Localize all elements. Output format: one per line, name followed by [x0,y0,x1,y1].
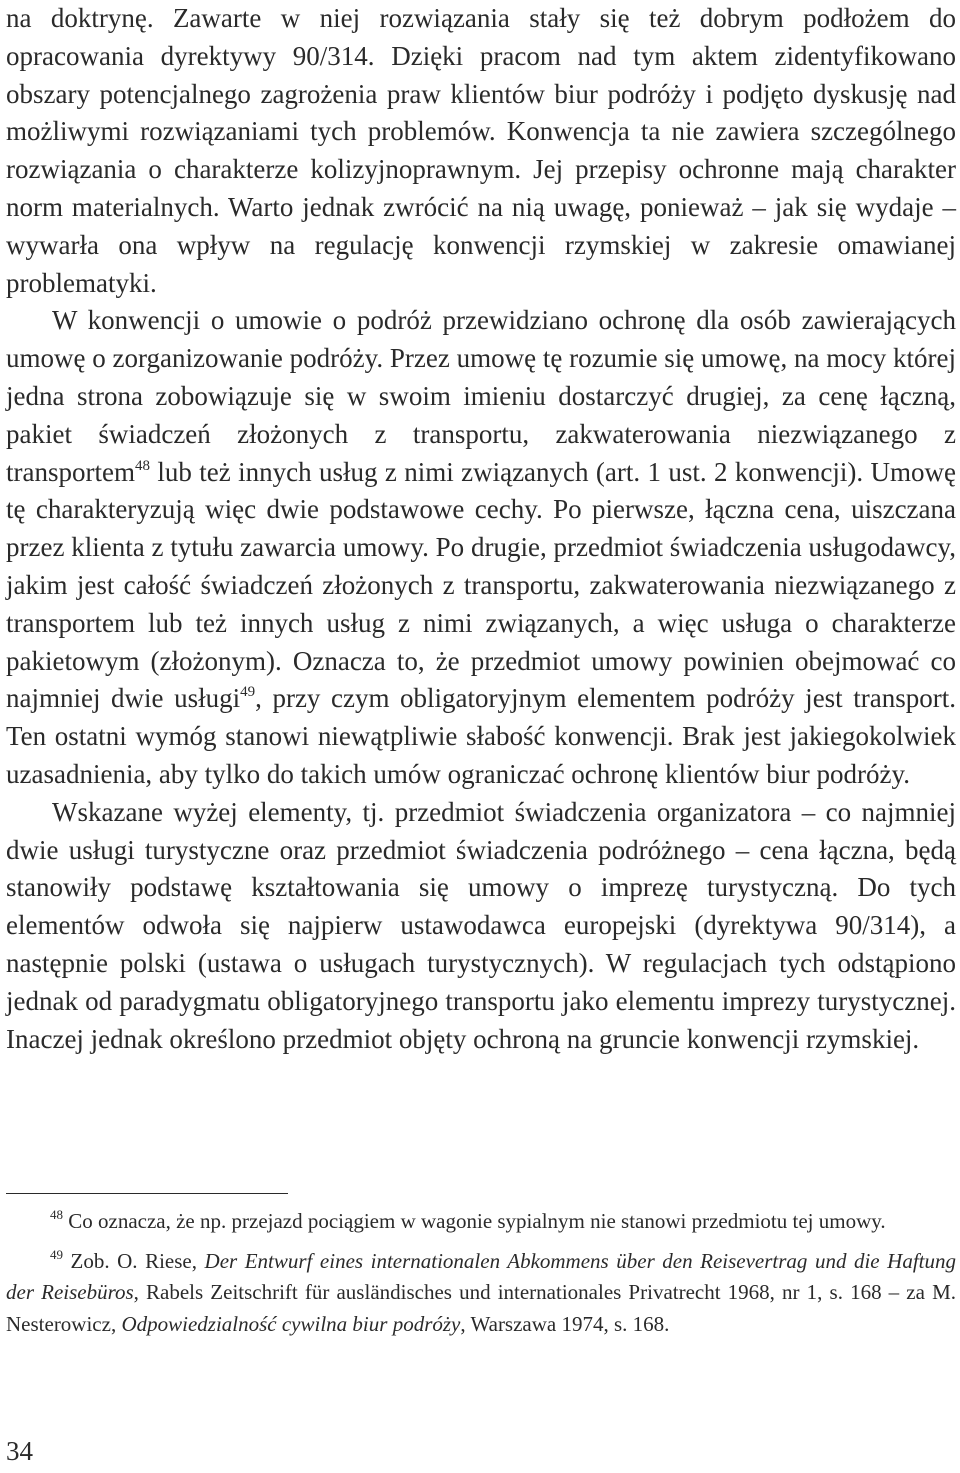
footnote-48-text: Co oznacza, że np. przejazd pociągiem w wagonie sypialnym nie stanowi przedmiotu tej umowy. [63,1209,886,1233]
footnotes [6,1206,956,1340]
footnote-48 [6,1206,956,1238]
page-number: 34 [6,1436,33,1466]
footnote-49-pre: Zob. O. Riese, [63,1248,205,1273]
footnote-49 [6,1246,956,1341]
footnote-49-post: , Warszawa 1974, s. 168. [460,1311,670,1336]
paragraph-2-text-a: W konwencji o umowie o podróż przewidziano ochronę dla osób zawierających umowę o zorganizowanie podróży. Przez umowę tę rozumie się umowę, na mocy której jedna strona zobowiązuje się w swoim imieniu dostarczyć drugiej, za cenę łączną, pakiet świadczeń złożonych z transportu, zakwaterowania niezwiązanego z transportem [6,305,956,487]
footnote-separator [6,1193,288,1194]
footnote-49-title-1: Der Entwurf eines internationalen Abkommens über den Reisevertrag und die Haftung der Reisebüros [6,1248,956,1304]
paragraph-2 [6,302,956,793]
footnote-48-number: 48 [50,1207,63,1222]
paragraph-3 [6,794,956,1059]
footnote-49-title-2: Odpowiedzialność cywilna biur podróży [121,1311,461,1336]
footnote-ref-48[interactable]: 48 [134,457,150,474]
footnote-49-number: 49 [50,1246,63,1262]
footnote-ref-49[interactable]: 49 [240,684,256,701]
footnote-49-mid: , Rabels Zeitschrift für ausländisches und internationales Privatrecht 1968, nr 1, s. 168 – za M. Nesterowicz, [6,1280,956,1336]
paragraph-1 [6,0,956,302]
paragraph-1-text: na doktrynę. Zawarte w niej rozwiązania stały się też dobrym podłożem do opracowania dyrektywy 90/314. Dzięki pracom nad tym aktem zidentyfikowano obszary potencjalnego zagrożenia praw klientów biur podróży i podjęto dyskusję nad możliwymi rozwiązaniami tych problemów. Konwencja ta nie zawiera szczególnego rozwiązania o charakterze kolizyjnoprawnym. Jej przepisy ochronne mają charakter norm materialnych. Warto jednak zwrócić na nią uwagę, ponieważ – jak się wydaje – wywarła ona wpływ na regulację konwencji rzymskiej w zakresie omawianej problematyki. [6,3,956,298]
paragraph-3-text: Wskazane wyżej elementy, tj. przedmiot świadczenia organizatora – co najmniej dwie usługi turystyczne oraz przedmiot świadczenia podróżnego – cena łączna, będą stanowiły podstawę kształtowania się umowy o imprezę turystyczną. Do tych elementów odwoła się najpierw ustawodawca europejski (dyrektywa 90/314), a następnie polski (ustawa o usługach turystycznych). W regulacjach tych odstąpiono jednak od paradygmatu obligatoryjnego transportu jako elementu imprezy turystycznej. Inaczej jednak określono przedmiot objęty ochroną na gruncie konwencji rzymskiej. [6,796,956,1054]
paragraph-2-text-b: lub też innych usług z nimi związanych (art. 1 ust. 2 konwencji). Umowę tę charakteryzują więc dwie podstawowe cechy. Po pierwsze, łączna cena, uiszczana przez klienta z tytułu zawarcia umowy. Po drugie, przedmiot świadczenia usługodawcy, jakim jest całość świadczeń złożonych z transportu, zakwaterowania niezwiązanego z transportem lub też innych usług z nimi związanych, a więc usługa o charakterze pakietowym (złożonym). Oznacza to, że przedmiot umowy powinien obejmować co najmniej dwie usługi [6,456,956,714]
page-body [6,0,956,1058]
paragraph-2-text-c: , przy czym obligatoryjnym elementem podróży jest transport. Ten ostatni wymóg stanowi niewątpliwie słabość konwencji. Brak jest jakiegokolwiek uzasadnienia, aby tylko do takich umów ograniczać ochronę klientów biur podróży. [6,683,956,789]
